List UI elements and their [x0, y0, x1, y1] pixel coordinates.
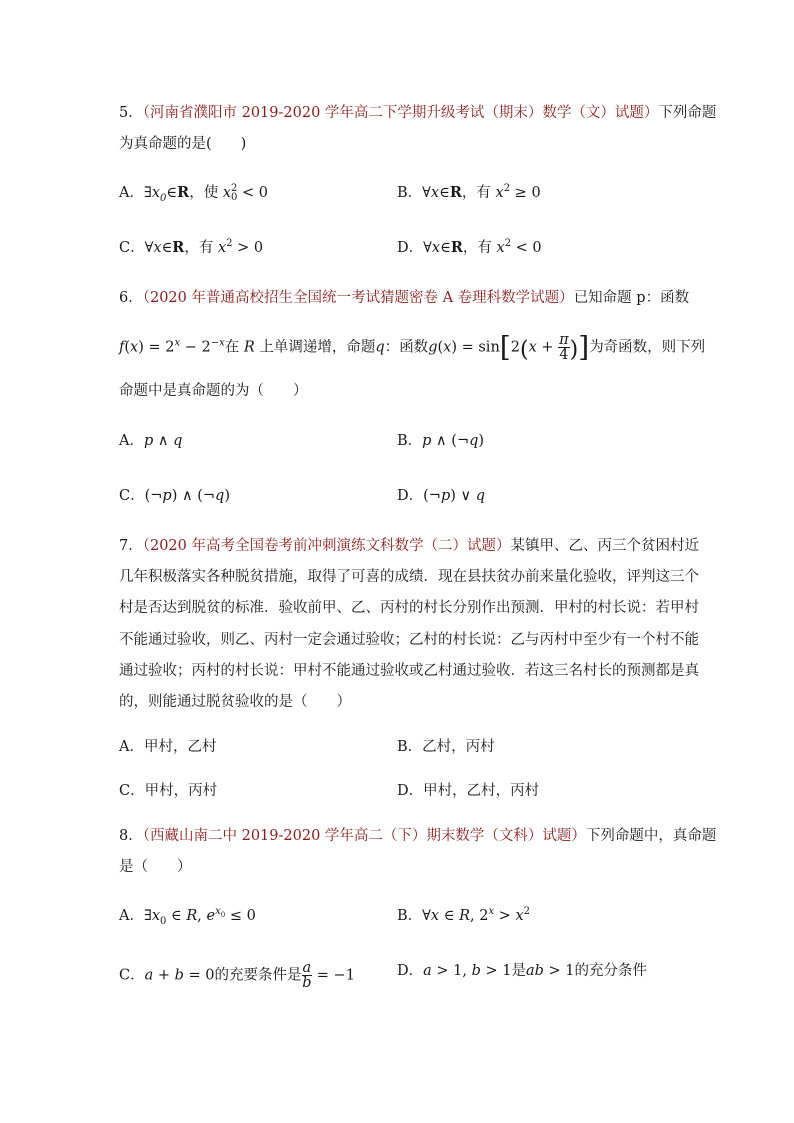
q5-number: 5． [119, 105, 143, 121]
q7-stem-line2: 几年积极落实各种脱贫措施，取得了可喜的成绩．现在县扶贫办前来量化验收，评判这三个 [119, 569, 699, 585]
q5-option-c[interactable]: C．∀x∈R，有 $x^2 > 0$ [119, 238, 264, 256]
q5-option-b[interactable]: B．∀x∈R，有 $x^2 \ge 0$ [397, 183, 541, 201]
q7-stem-line5: 通过验收；丙村的村长说：甲村不能通过验收或乙村通过验收．若这三名村长的预测都是真 [119, 663, 699, 679]
q5-stem-line1 [119, 103, 716, 123]
q7-stem-line1 [119, 536, 699, 556]
q6-number: 6． [119, 290, 143, 306]
q7-stem-line6: 的，则能通过脱贫验收的是（ ） [119, 694, 351, 710]
q6-stem-a: 已知命题 p：函数 [573, 290, 690, 306]
q5-stem-tail: 下列命题 [658, 105, 717, 121]
q8-stem-line2: 是（ ） [119, 859, 192, 875]
q7-number: 7． [119, 538, 143, 554]
q7-stem-tail: 某镇甲、乙、丙三个贫困村近 [510, 538, 699, 554]
q6-stem-line3: 命题中是真命题的为（ ） [119, 383, 308, 399]
q5-stem-line2: 为真命题的是( ) [119, 136, 247, 152]
q6-option-c[interactable]: C．(¬p) ∧ (¬q) [119, 488, 230, 504]
q8-option-d[interactable]: D．a > 1, b > 1是ab > 1的充分条件 [397, 963, 648, 979]
q7-option-a[interactable]: A．甲村，乙村 [119, 739, 217, 755]
q5-option-d[interactable]: D．∀x∈R，有 $x^2 < 0$ [397, 238, 542, 256]
q6-option-b[interactable]: B．p ∧ (¬q) [397, 433, 485, 449]
q6-option-d[interactable]: D．(¬p) ∨ q [397, 488, 486, 504]
q8-option-b[interactable]: B．∀x ∈ R, $2^x > x^2$ [397, 906, 531, 924]
q7-option-b[interactable]: B．乙村，丙村 [397, 739, 495, 755]
q5-source: （河南省濮阳市 2019-2020 学年高二下学期升级考试（期末）数学（文）试题） [142, 105, 659, 121]
q8-option-a[interactable]: A．$\exists x_0$ ∈ R, $e^{x_0} \le 0$ [119, 906, 256, 927]
q8-number: 8． [119, 828, 143, 844]
q7-source: （2020 年高考全国卷考前冲刺演练文科数学（二）试题） [142, 538, 511, 554]
q7-stem-line3: 村是否达到脱贫的标准．验收前甲、乙、丙村的村长分别作出预测．甲村的村长说：若甲村 [119, 600, 699, 616]
q6-source: （2020 年普通高校招生全国统一考试猜题密卷 A 卷理科数学试题） [142, 290, 574, 306]
q5-option-a[interactable]: A．$\exists x_0\in R$，使 x 2 0 < 0 [119, 183, 268, 204]
q7-option-d[interactable]: D．甲村，乙村，丙村 [397, 783, 540, 799]
q7-option-c[interactable]: C．甲村，丙村 [119, 783, 218, 799]
q7-stem-line4: 不能通过验收，则乙、丙村一定会通过验收；乙村的村长说：乙与丙村中至少有一个村不能 [119, 632, 699, 648]
q8-source: （西藏山南二中 2019-2020 学年高二（下）期末数学（文科）试题） [142, 828, 586, 844]
q8-stem-line1 [119, 826, 716, 846]
q8-option-c[interactable]: C．a + b = 0的充要条件是 $\frac{a}{b}$ = −1 [119, 960, 355, 991]
q6-stem-line2: $f(x) = 2^x - 2^{-x}$在 R 上单调递增，命题q：函数g(x) = sin[2(x + $\frac{\pi}{4}$ )]为奇函数，则下列 [119, 330, 706, 364]
q6-option-a[interactable]: A．p ∧ q [119, 433, 183, 449]
q6-stem-line1 [119, 288, 689, 308]
q8-stem-tail: 下列命题中，真命题 [585, 828, 717, 844]
